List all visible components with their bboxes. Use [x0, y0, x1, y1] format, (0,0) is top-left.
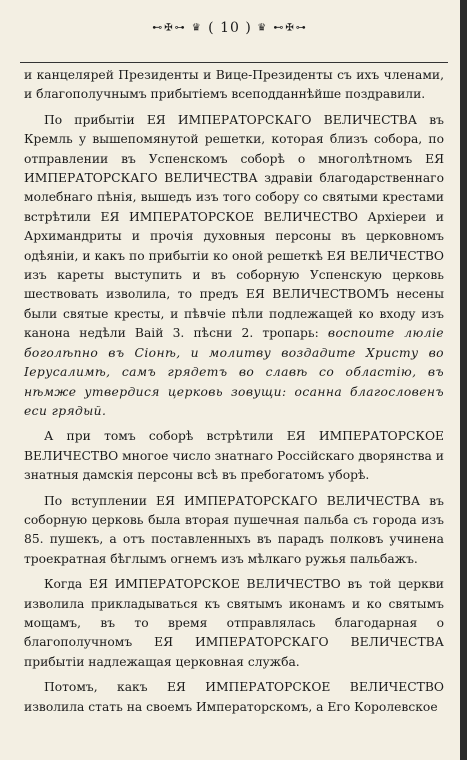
ornament-right-icon: ♛ ⊷✠⊶	[257, 22, 308, 34]
page-number: ( 10 )	[208, 20, 252, 36]
paragraph: По вступлении ЕЯ ИМПЕРАТОРСКАГО ВЕЛИЧЕСТВА въ соборную церковь была вторая пушечная пальба съ города изъ 85. пушекъ, а отъ поставленныхъ въ парадъ полковъ учинена троекратная бѣглымъ огнемъ изъ мѣлкаго ружья пальбажъ.	[24, 493, 444, 566]
page-header	[0, 20, 460, 36]
paragraph: Когда ЕЯ ИМПЕРАТОРСКОЕ ВЕЛИЧЕСТВО въ той церкви изволила прикладываться къ святымъ иконамъ и ко святымъ мощамъ, въ то время отправлялась благодарная о благополучномъ ЕЯ ИМПЕРАТОРСКАГО ВЕЛИЧЕСТВА прибытіи надлежащая церковная служба.	[24, 577, 444, 669]
paragraph: и канцелярей Президенты и Вице-Президенты съ ихъ членами, и благополучнымъ прибытіемъ всеподданнѣйше поздравили.	[24, 68, 444, 102]
hymn-quote: воспоите люліе боголѣпно въ Сіонѣ, и молитву воздадите Христу во Іерусалимѣ, самъ грядетъ во славѣ со областію, въ нѣмже утвердися церковь зовущи: осанна благословенъ еси грядый.	[24, 326, 444, 418]
paragraph: А при томъ соборѣ встрѣтили ЕЯ ИМПЕРАТОРСКОЕ ВЕЛИЧЕСТВО многое число знатнаго Россійскаго дворянства и знатныя дамскія персоны всѣ въ пребогатомъ уборѣ.	[24, 429, 444, 483]
paragraph	[24, 111, 444, 422]
ornament-left-icon: ⊷✠⊶ ♛	[152, 22, 203, 34]
header-rule	[20, 62, 448, 63]
body-text	[24, 66, 444, 723]
paragraph-text: По прибытіи ЕЯ ИМПЕРАТОРСКАГО ВЕЛИЧЕСТВА въ Кремль у вышепомянутой решетки, которая близъ собора, по отправлении въ Успенскомъ соборѣ о многолѣтномъ ЕЯ ИМПЕРАТОРСКАГО ВЕЛИЧЕСТВА здравіи благодарственнаго молебнаго пѣнія, вышедъ изъ того собору со святыми крестами встрѣтили ЕЯ ИМПЕРАТОРСКОЕ ВЕЛИЧЕСТВО Архіереи и Архимандриты и прочія духовныя персоны въ церковномъ одѣяніи, и какъ по прибытіи ко оной решеткѣ ЕЯ ВЕЛИЧЕСТВО изъ кареты выступить и въ соборную Успенскую церковь шествовать изволила, то предъ ЕЯ ВЕЛИЧЕСТВОМЪ несены были святые кресты, и пѣвчіе пѣли подлежащей ко входу изъ канона недѣли Ваій 3. пѣсни 2. тропарь:	[24, 112, 444, 341]
paragraph: Потомъ, какъ ЕЯ ИМПЕРАТОРСКОЕ ВЕЛИЧЕСТВО изволила стать на своемъ Императорскомъ, а Его Королевское	[24, 680, 444, 714]
